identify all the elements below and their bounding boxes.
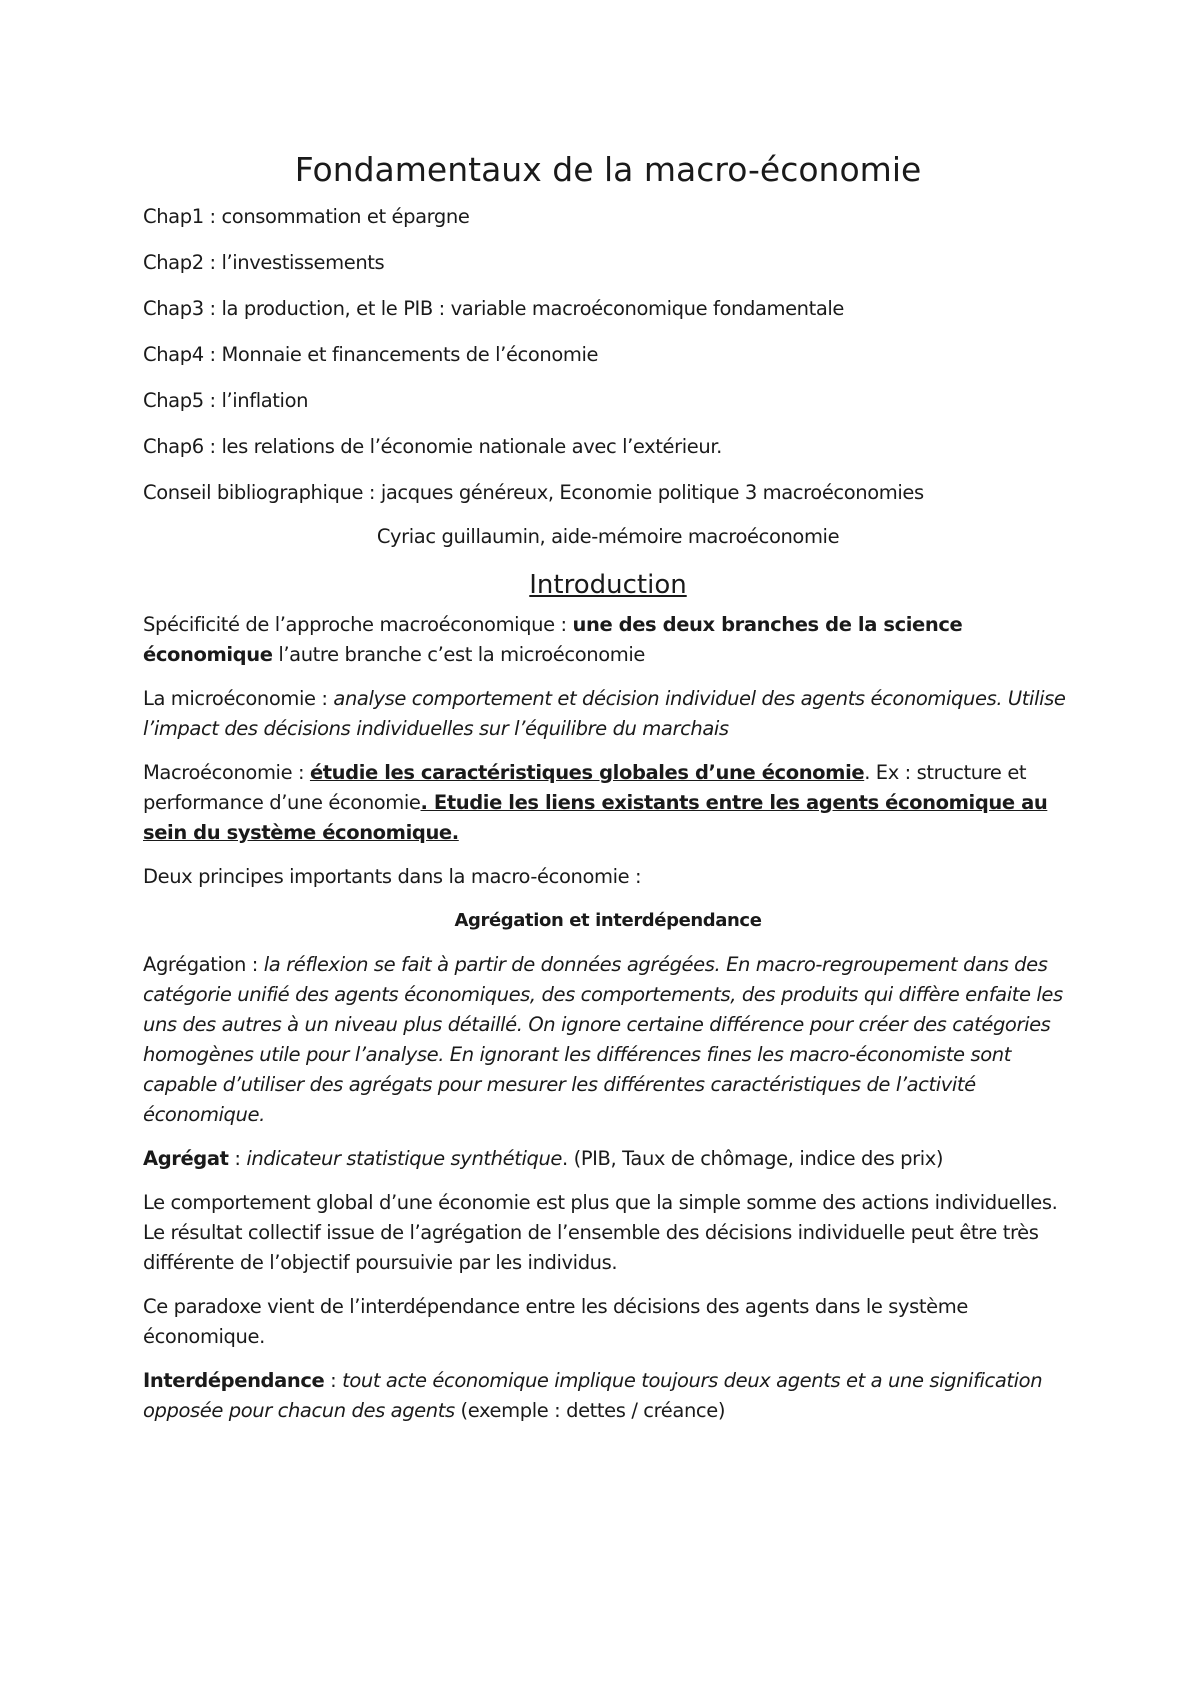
specificity-paragraph: [143, 610, 1073, 670]
aggregate-rest: . (PIB, Taux de chômage, indice des prix): [562, 1147, 944, 1170]
interdependence-label: Interdépendance: [143, 1369, 325, 1392]
chapter-item: Chap6 : les relations de l’économie nationale avec l’extérieur.: [143, 435, 722, 458]
chapter-item: Chap2 : l’investissements: [143, 251, 385, 274]
bibliography-line-2: Cyriac guillaumin, aide-mémoire macroéconomie: [376, 525, 840, 548]
introduction-heading: Introduction: [529, 570, 687, 600]
micro-definition: analyse comportement et décision individuel des agents économiques. Utilise l’impact des décisions individuelles sur l’équilibre du marchais: [143, 687, 1066, 740]
aggregation-definition: la réflexion se fait à partir de données agrégées. En macro-regroupement dans des catégorie unifié des agents économiques, des comportements, des produits qui diffère enfaite les uns des autres à un niveau plus détaillé. On ignore certaine différence pour créer des catégories homogènes utile pour l’analyse. En ignorant les différences fines les macro-économiste sont capable d’utiliser des agrégats pour mesurer les différentes caractéristiques de l’activité économique.: [143, 953, 1063, 1126]
document-body: [143, 150, 1073, 1440]
aggregate-paragraph: [143, 1144, 1073, 1174]
principles-title: Agrégation et interdépendance: [454, 910, 762, 931]
principles-line: Deux principes importants dans la macro-économie :: [143, 865, 642, 888]
interdependence-paragraph: [143, 1366, 1073, 1426]
chapter-item: Chap1 : consommation et épargne: [143, 205, 470, 228]
interdependence-rest: (exemple : dettes / créance): [454, 1399, 726, 1422]
specificity-label: Spécificité de l’approche macroéconomique :: [143, 613, 573, 636]
bibliography-line-1: Conseil bibliographique : jacques généreux, Economie politique 3 macroéconomies: [143, 481, 924, 504]
macro-middle: . Ex : structure et performance d’une économie: [143, 761, 1027, 814]
document-title: Fondamentaux de la macro-économie: [294, 150, 922, 189]
chapter-item: Chap3 : la production, et le PIB : variable macroéconomique fondamentale: [143, 297, 845, 320]
specificity-bold: une des deux branches de la science économique: [143, 613, 963, 666]
aggregation-label: Agrégation :: [143, 953, 264, 976]
macro-definition: étudie les caractéristiques globales d’une économie: [309, 761, 865, 784]
paradox-paragraph: Ce paradoxe vient de l’interdépendance entre les décisions des agents dans le système économique.: [143, 1295, 968, 1348]
macro-paragraph: [143, 758, 1073, 848]
interdependence-separator: :: [324, 1369, 343, 1392]
aggregation-paragraph: [143, 950, 1073, 1130]
aggregate-separator: :: [228, 1147, 247, 1170]
interdependence-definition: tout acte économique implique toujours deux agents et a une signification opposée pour chacun des agents: [143, 1369, 1043, 1422]
global-behavior-paragraph: Le comportement global d’une économie est plus que la simple somme des actions individuelles. Le résultat collectif issue de l’agrégation de l’ensemble des décisions individuelle peut être très différente de l’objectif poursuivie par les individus.: [143, 1191, 1058, 1274]
chapter-item: Chap4 : Monnaie et financements de l’économie: [143, 343, 599, 366]
macro-definition-2: . Etudie les liens existants entre les agents économique au sein du système économique.: [143, 791, 1048, 844]
macro-label: Macroéconomie :: [143, 761, 310, 784]
aggregate-label: Agrégat: [143, 1147, 229, 1170]
aggregate-definition: indicateur statistique synthétique: [246, 1147, 563, 1170]
chapter-list: [143, 202, 1073, 462]
specificity-rest: l’autre branche c’est la microéconomie: [272, 643, 645, 666]
micro-label: La microéconomie :: [143, 687, 334, 710]
chapter-item: Chap5 : l’inflation: [143, 389, 309, 412]
micro-paragraph: [143, 684, 1073, 744]
